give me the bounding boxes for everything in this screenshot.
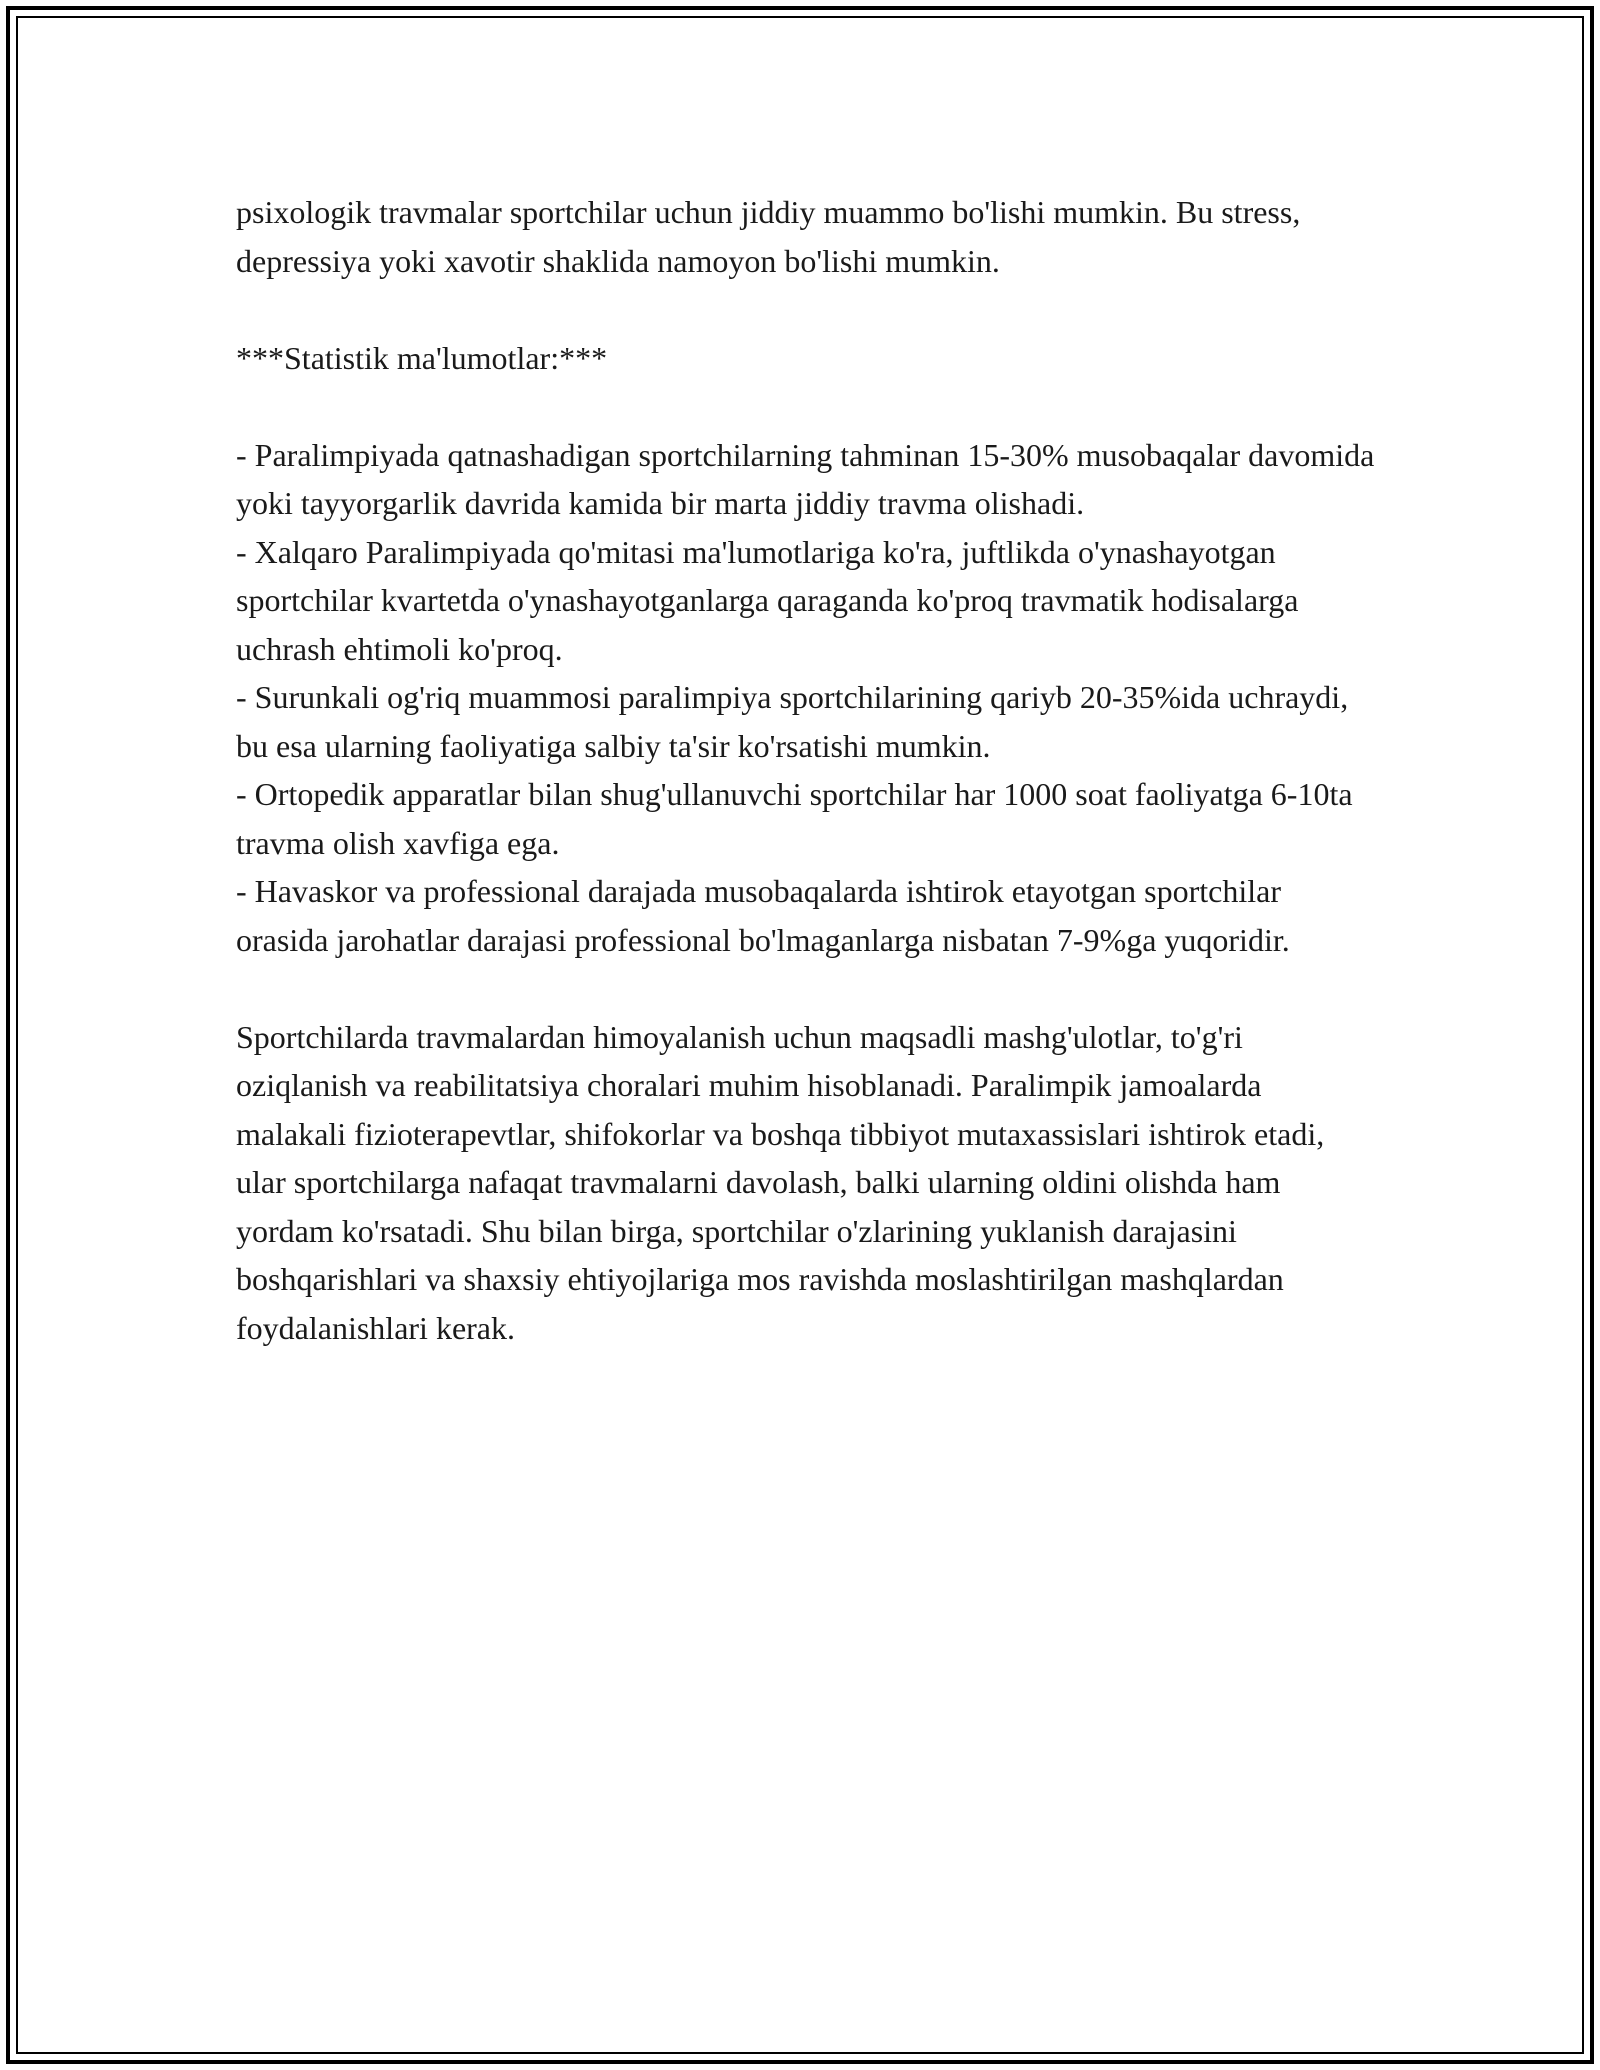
stats-item: - Paralimpiyada qatnashadigan sportchilarning tahminan 15-30% musobaqalar davomida yoki tayyorgarlik davrida kamida bir marta jiddiy travma olishadi. xyxy=(236,436,1375,521)
paragraph-spacer xyxy=(236,382,1376,431)
stats-item: - Ortopedik apparatlar bilan shug'ullanuvchi sportchilar har 1000 soat faoliyatga 6-10ta travma olish xavfiga ega. xyxy=(236,776,1353,861)
paragraph-spacer xyxy=(236,964,1376,1013)
paragraph-spacer xyxy=(236,285,1376,334)
intro-paragraph: psixologik travmalar sportchilar uchun jiddiy muammo bo'lishi mumkin. Bu stress, depressiya yoki xavotir shaklida namoyon bo'lishi mumkin. xyxy=(236,194,1301,279)
stats-item: - Xalqaro Paralimpiyada qo'mitasi ma'lumotlariga ko'ra, juftlikda o'ynashayotgan sportchilar kvartetda o'ynashayotganlarga qaraganda ko'proq travmatik hodisalarga uchrash ehtimoli ko'proq. xyxy=(236,533,1299,667)
stats-heading: ***Statistik ma'lumotlar:*** xyxy=(236,339,608,376)
document-body xyxy=(236,188,1376,1352)
stats-item: - Surunkali og'riq muammosi paralimpiya sportchilarining qariyb 20-35%ida uchraydi, bu esa ularning faoliyatiga salbiy ta'sir ko'rsatishi mumkin. xyxy=(236,679,1349,764)
stats-item: - Havaskor va professional darajada musobaqalarda ishtirok etayotgan sportchilar orasida jarohatlar darajasi professional bo'lmaganlarga nisbatan 7-9%ga yuqoridir. xyxy=(236,873,1290,958)
closing-paragraph: Sportchilarda travmalardan himoyalanish uchun maqsadli mashg'ulotlar, to'g'ri oziqlanish va reabilitatsiya choralari muhim hisoblanadi. Paralimpik jamoalarda malakali fizioterapevtlar, shifokorlar va boshqa tibbiyot mutaxassislari ishtirok etadi, ular sportchilarga nafaqat travmalarni davolash, balki ularning oldini olishda ham yordam ko'rsatadi. Shu bilan birga, sportchilar o'zlarining yuklanish darajasini boshqarishlari va shaxsiy ehtiyojlariga mos ravishda moslashtirilgan mashqlardan foydalanishlari kerak. xyxy=(236,1018,1325,1346)
